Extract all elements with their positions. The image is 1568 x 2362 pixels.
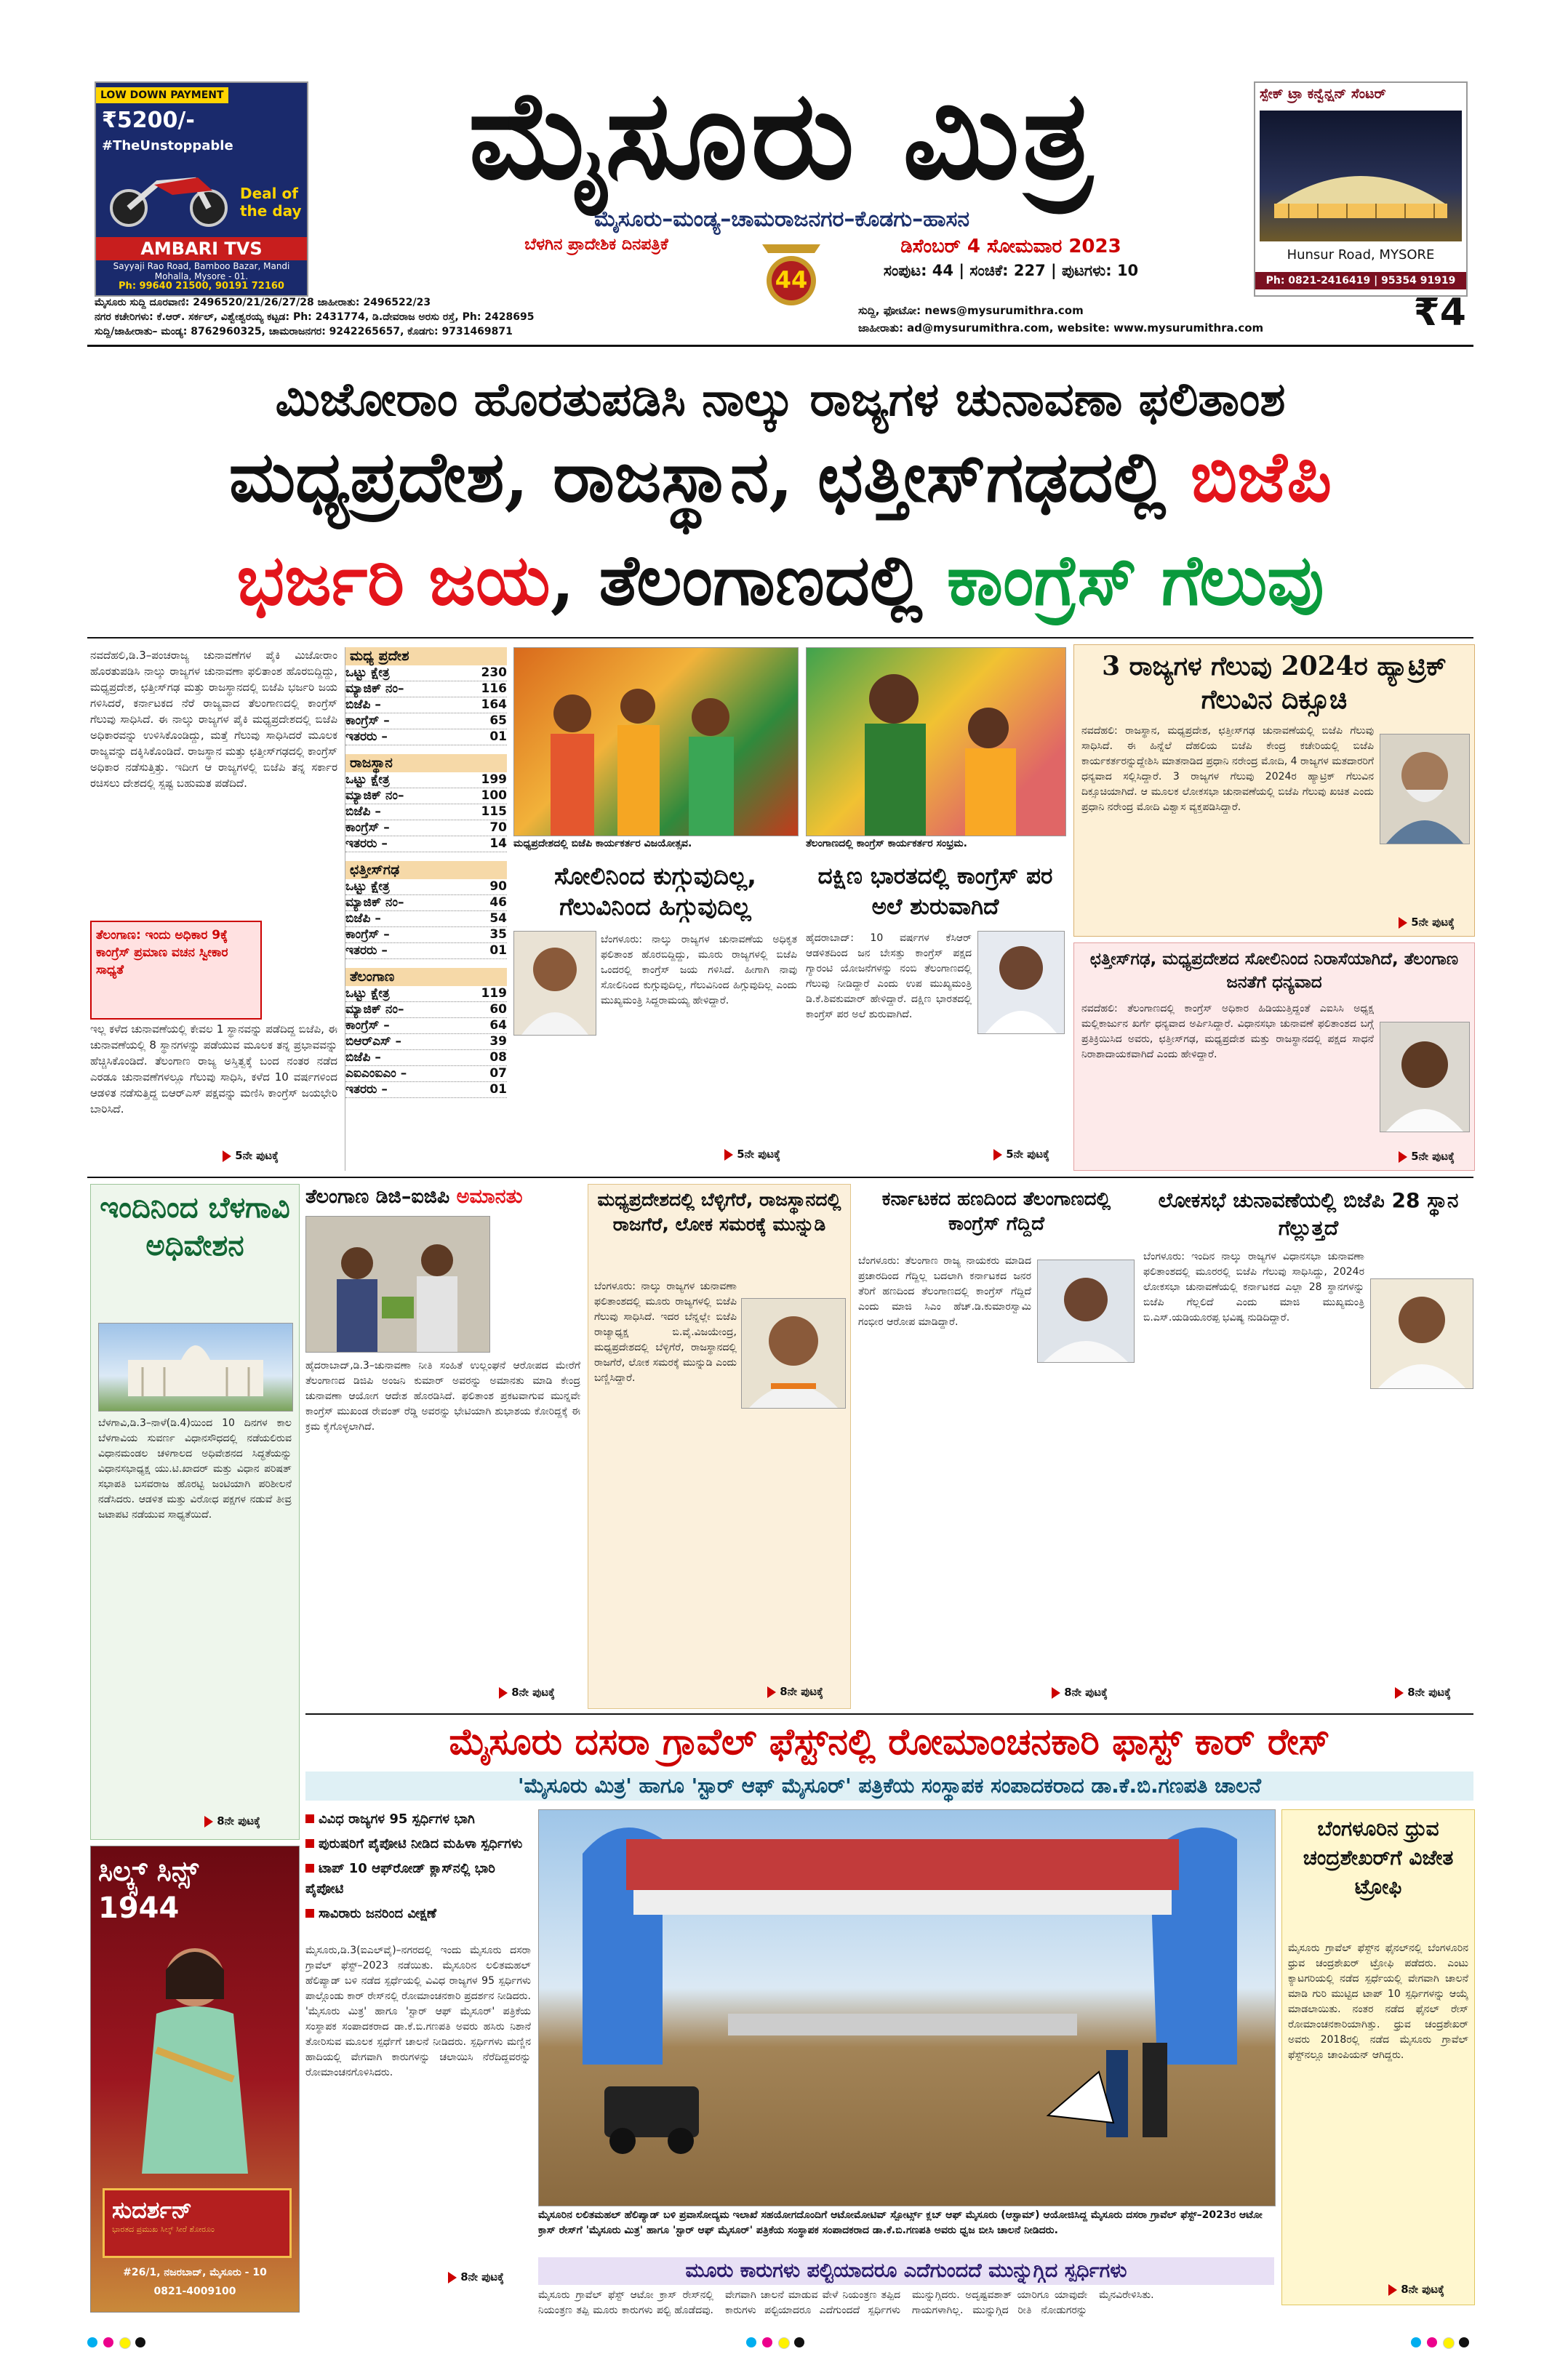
hdk-continued[interactable]	[1047, 1686, 1108, 1699]
kharge-body: ನವದೆಹಲಿ: ತೆಲಂಗಾಣದಲ್ಲಿ ಕಾಂಗ್ರೆಸ್ ಅಧಿಕಾರ ಹಿಡಿಯುತ್ತಿದ್ದಂತೆ ಎಐಸಿಸಿ ಅಧ್ಯಕ್ಷ ಮಲ್ಲಿಕಾರ್ಜುನ ಖರ್ಗೆ ಧನ್ಯವಾದ ಅರ್ಪಿಸಿದ್ದಾರೆ. ವಿಧಾನಸಭಾ ಚುನಾವಣೆ ಫಲಿತಾಂಶದ ಬಗ್ಗೆ ಪ್ರತಿಕ್ರಿಯಿಸಿದ ಅವರು, ಛತ್ತೀಸ್‌ಗಢ, ಮಧ್ಯಪ್ರದೇಶ ಮತ್ತು ರಾಜಸ್ಥಾನದಲ್ಲಿ ಪಕ್ಷದ ಸಾಧನೆ ನಿರಾಶಾದಾಯಕವಾಗಿದೆ ಎಂದು ಹೇಳಿದ್ದಾರೆ.	[1081, 1003, 1374, 1060]
results-label: ಇತರರು –	[345, 1082, 388, 1097]
trophy-headline[interactable]: ಬೆಂಗಳೂರಿನ ಧ್ರುವ ಚಂದ್ರಶೇಖರ್‌ಗೆ ವಿಜೇತ ಟ್ರೋಫಿ	[1303, 1817, 1454, 1899]
results-value: 116	[481, 681, 507, 696]
vijayendra-headline[interactable]: ಮಧ್ಯಪ್ರದೇಶದಲ್ಲಿ ಬೆಳ್ಳಿಗೆರೆ, ರಾಜಸ್ಥಾನದಲ್ಲಿ ರಾಜಗೆರೆ, ಲೋಕ ಸಮರಕ್ಕೆ ಮುನ್ನುಡಿ	[597, 1189, 841, 1235]
contact-left-2: ನಗರ ಕಚೇರಿಗಳು: ಕೆ.ಆರ್. ಸರ್ಕಲ್, ವಿಶ್ವೇಶ್ವರಯ್ಯ ಕಟ್ಟಡ: Ph: 2431774, ಡಿ.ದೇವರಾಜ ಅರಸು ರಸ್ತೆ, Ph: 2428695	[95, 311, 535, 323]
continue-arrow-icon	[448, 2272, 457, 2283]
masthead-tagline: ಬೆಳಗಿನ ಪ್ರಾದೇಶಿಕ ದಿನಪತ್ರಿಕೆ	[524, 236, 668, 254]
dasara-bullet-text: ಟಾಪ್ 10 ಆಫ್‌ರೋಡ್ ಕ್ಲಾಸ್‌ನಲ್ಲಿ ಭಾರಿ ಪೈಪೋಟಿ	[305, 1861, 495, 1897]
dasara-headline[interactable]: ಮೈಸೂರು ದಸರಾ ಗ್ರಾವೆಲ್ ಫೆಸ್ಟ್‌ನಲ್ಲಿ ರೋಮಾಂಚನಕಾರಿ ಫಾಸ್ಟ್ ಕಾರ್ ರೇಸ್	[449, 1720, 1330, 1763]
results-label: ಬಿಜೆಪಿ –	[345, 1050, 381, 1065]
dgp-headline-b: ಅಮಾನತು	[456, 1185, 523, 1208]
bullet-square-icon	[305, 1909, 314, 1918]
ad-sudarshan-silks[interactable]	[90, 1846, 300, 2313]
dgp-continued-label: 8ನೇ ಪುಟಕ್ಕೆ	[511, 1686, 555, 1699]
results-value: 115	[481, 804, 507, 819]
saree-model-image	[113, 1934, 277, 2174]
ad-price: ₹5200/-	[102, 108, 195, 133]
results-block	[345, 861, 507, 959]
dks-continued-label: 5ನೇ ಪುಟಕ್ಕೆ	[1006, 1148, 1049, 1161]
results-state-header: ಮಧ್ಯ ಪ್ರದೇಶ	[345, 647, 507, 665]
lead-story-body-2: ಇಲ್ಲ ಕಳೆದ ಚುನಾವಣೆಯಲ್ಲಿ ಕೇವಲ 1 ಸ್ಥಾನವನ್ನು ಪಡೆದಿದ್ದ ಬಿಜೆಪಿ, ಈ ಚುನಾವಣೆಯಲ್ಲಿ 8 ಸ್ಥಾನಗಳನ್ನು ಪಡೆಯುವ ಮೂಲಕ ತನ್ನ ಪ್ರಭಾವವನ್ನು ಹೆಚ್ಚಿಸಿಕೊಂಡಿದೆ. ತೆಲಂಗಾಣ ರಾಜ್ಯ ಅಸ್ತಿತ್ವಕ್ಕೆ ಬಂದ ನಂತರ ನಡೆದ ಎರಡೂ ಚುನಾವಣೆಗಳಲ್ಲೂ ಗೆಲುವು ಸಾಧಿಸಿ, ಕಳೆದ 10 ವರ್ಷಗಳಿಂದ ಆಡಳಿತ ನಡೆಸುತ್ತಿದ್ದ ಬಿಆರ್‌ಎಸ್ ಪಕ್ಷವನ್ನು ಮಣಿಸಿ ಕಾಂಗ್ರೆಸ್ ಜಯಭೇರಿ ಬಾರಿಸಿದೆ.	[90, 1022, 337, 1116]
results-label: ಒಟ್ಟು ಕ್ಷೇತ್ರ	[345, 772, 390, 787]
results-state-header: ಛತ್ತೀಸ್‌ಗಢ	[345, 861, 507, 879]
dasara-continued-label: 8ನೇ ಪುಟಕ್ಕೆ	[460, 2270, 504, 2283]
dgp-headline[interactable]	[305, 1184, 580, 1210]
results-row	[345, 1066, 507, 1082]
results-row	[345, 713, 507, 729]
results-row	[345, 986, 507, 1002]
results-state-header: ತೆಲಂಗಾಣ	[345, 968, 507, 986]
dasara-body: ಮೈಸೂರು,ಡಿ.3(ಐಎಲ್‌ವೈ)–ನಗರದಲ್ಲಿ ಇಂದು ಮೈಸೂರು ದಸರಾ ಗ್ರಾವೆಲ್ ಫೆಸ್ಟ್–2023 ನಡೆಯಿತು. ಮೈಸೂರಿನ ಲಲಿತಮಹಲ್ ಹೆಲಿಪ್ಯಾಡ್ ಬಳಿ ನಡೆದ ಸ್ಪರ್ಧೆಯಲ್ಲಿ ವಿವಿಧ ರಾಜ್ಯಗಳ 95 ಸ್ಪರ್ಧಿಗಳು ಪಾಲ್ಗೊಂಡು ಕಾರ್ ರೇಸ್‌ನಲ್ಲಿ ರೋಮಾಂಚನಕಾರಿ ಪ್ರದರ್ಶನ ನೀಡಿದರು. 'ಮೈಸೂರು ಮಿತ್ರ' ಹಾಗೂ 'ಸ್ಟಾರ್ ಆಫ್ ಮೈಸೂರ್' ಪತ್ರಿಕೆಯ ಸಂಸ್ಥಾಪಕ ಸಂಪಾದಕರಾದ ಡಾ.ಕೆ.ಬಿ.ಗಣಪತಿ ಅವರು ಹಸಿರು ನಿಶಾನೆ ತೋರಿಸುವ ಮೂಲಕ ಸ್ಪರ್ಧೆಗೆ ಚಾಲನೆ ನೀಡಿದರು. ಸ್ಪರ್ಧಿಗಳು ಮಣ್ಣಿನ ಹಾದಿಯಲ್ಲಿ ವೇಗವಾಗಿ ಕಾರುಗಳನ್ನು ಚಲಾಯಿಸಿ ನೆರೆದಿದ್ದವರನ್ನು ರೋಮಾಂಚನಗೊಳಿಸಿದರು.	[305, 1945, 531, 2078]
results-label: ಕಾಂಗ್ರೆಸ್ –	[345, 820, 390, 835]
continue-arrow-icon	[767, 1686, 776, 1698]
lead-continued[interactable]	[218, 1149, 279, 1162]
results-row	[345, 697, 507, 713]
siddu-headline[interactable]: ಸೋಲಿನಿಂದ ಕುಗ್ಗುವುದಿಲ್ಲ, ಗೆಲುವಿನಿಂದ ಹಿಗ್ಗುವುದಿಲ್ಲ	[554, 862, 756, 921]
results-label: ಒಟ್ಟು ಕ್ಷೇತ್ರ	[345, 986, 390, 1001]
masthead-title[interactable]: ಮೈಸೂರು ಮಿತ್ರ	[468, 63, 1095, 207]
dasara-bullet-text: ವಿವಿಧ ರಾಜ್ಯಗಳ 95 ಸ್ಪರ್ಧಿಗಳ ಭಾಗಿ	[319, 1811, 475, 1827]
results-label: ಒಟ್ಟು ಕ್ಷೇತ್ರ	[345, 665, 390, 680]
results-value: 01	[489, 1082, 507, 1097]
results-label: ಬಿಜೆಪಿ –	[345, 804, 381, 819]
results-root	[345, 647, 507, 1098]
anniversary-number: 44	[775, 266, 808, 294]
sudarshan-brand	[103, 2188, 292, 2258]
motorcycle-image	[103, 163, 234, 228]
dasara-bullets	[305, 1809, 531, 1937]
belagavi-body: ಬೆಳಗಾವಿ,ಡಿ.3–ನಾಳೆ(ಡಿ.4)ಯಿಂದ 10 ದಿನಗಳ ಕಾಲ ಬೆಳಗಾವಿಯ ಸುವರ್ಣ ವಿಧಾನಸೌಧದಲ್ಲಿ ನಡೆಯಲಿರುವ ವಿಧಾನಮಂಡಲ ಚಳಿಗಾಲದ ಅಧಿವೇಶನದ ಸಿದ್ಧತೆಯನ್ನು ವಿಧಾನಸಭಾಧ್ಯಕ್ಷ ಯು.ಟಿ.ಖಾದರ್ ಮತ್ತು ವಿಧಾನ ಪರಿಷತ್ ಸಭಾಪತಿ ಬಸವರಾಜ ಹೊರಟ್ಟಿ ಜಂಟಿಯಾಗಿ ಪರಿಶೀಲನೆ ನಡೆಸಿದರು. ಆಡಳಿತ ಮತ್ತು ವಿರೋಧ ಪಕ್ಷಗಳ ನಡುವೆ ತೀವ್ರ ಜಟಾಪಟಿ ನಡೆಯುವ ಸಾಧ್ಯತೆಯಿದೆ.	[98, 1417, 292, 1521]
telangana-subhead-text: ತೆಲಂಗಾಣ: ಇಂದು ಅಧಿಕಾರ 9ಕ್ಕೆ ಕಾಂಗ್ರೆಸ್ ಪ್ರಮಾಣ ವಚನ ಸ್ವೀಕಾರ ಸಾಧ್ಯತೆ	[96, 928, 228, 977]
dasara-rule-top	[305, 1713, 1473, 1715]
dks-continued[interactable]	[989, 1148, 1049, 1161]
ad-spectra-convention[interactable]	[1254, 81, 1468, 297]
dks-body: ಹೈದರಾಬಾದ್: 10 ವರ್ಷಗಳ ಕೆಸಿಆರ್ ಆಡಳಿತದಿಂದ ಜನ ಬೇಸತ್ತು ಕಾಂಗ್ರೆಸ್ ಪಕ್ಷದ ಗ್ಯಾರಂಟಿ ಯೋಜನೆಗಳನ್ನು ನಂಬಿ ತೆಲಂಗಾಣದಲ್ಲಿ ಗೆಲುವು ನೀಡಿದ್ದಾರೆ ಎಂದು ಉಪ ಮುಖ್ಯಮಂತ್ರಿ ಡಿ.ಕೆ.ಶಿವಕುಮಾರ್ ಹೇಳಿದ್ದಾರೆ. ದಕ್ಷಿಣ ಭಾರತದಲ್ಲಿ ಕಾಂಗ್ರೆಸ್ ಪರ ಅಲೆ ಶುರುವಾಗಿದೆ.	[806, 932, 972, 1020]
belagavi-story	[90, 1184, 300, 1840]
ad-spectra-place: Hunsur Road, MYSORE	[1287, 247, 1435, 263]
results-row	[345, 943, 507, 959]
vijayendra-photo	[741, 1298, 846, 1409]
siddu-body: ಬೆಂಗಳೂರು: ನಾಲ್ಕು ರಾಜ್ಯಗಳ ಚುನಾವಣೆಯ ಅಧಿಕೃತ ಫಲಿತಾಂಶ ಹೊರಬಿದ್ದಿದ್ದು, ಮೂರು ರಾಜ್ಯಗಳಲ್ಲಿ ಬಿಜೆಪಿ ಒಂದರಲ್ಲಿ ಕಾಂಗ್ರೆಸ್ ಜಯ ಗಳಿಸಿದೆ. ಹೀಗಾಗಿ ನಾವು ಸೋಲಿನಿಂದ ಕುಗ್ಗುವುದಿಲ್ಲ, ಗೆಲುವಿನಿಂದ ಹಿಗ್ಗುವುದಿಲ್ಲ ಎಂದು ಮುಖ್ಯಮಂತ್ರಿ ಸಿದ್ದರಾಮಯ್ಯ ಹೇಳಿದ್ದಾರೆ.	[601, 934, 797, 1006]
vijayendra-body: ಬೆಂಗಳೂರು: ನಾಲ್ಕು ರಾಜ್ಯಗಳ ಚುನಾವಣಾ ಫಲಿತಾಂಶದಲ್ಲಿ ಮೂರು ರಾಜ್ಯಗಳಲ್ಲಿ ಬಿಜೆಪಿ ಗೆಲುವು ಸಾಧಿಸಿದೆ. ಇದರ ಬೆನ್ನಲ್ಲೇ ಬಿಜೆಪಿ ರಾಜ್ಯಾಧ್ಯಕ್ಷ ಬಿ.ವೈ.ವಿಜಯೇಂದ್ರ, ಮಧ್ಯಪ್ರದೇಶದಲ್ಲಿ ಬೆಳ್ಳಿಗೆರೆ, ರಾಜಸ್ಥಾನದಲ್ಲಿ ರಾಜಗೆರೆ, ಲೋಕ ಸಮರಕ್ಕೆ ಮುನ್ನುಡಿ ಎಂದು ಬಣ್ಣಿಸಿದ್ದಾರೆ.	[594, 1281, 737, 1384]
vijayendra-continued[interactable]	[763, 1685, 823, 1698]
ad-deal: Deal of the day	[240, 185, 302, 220]
results-label: ಕಾಂಗ್ರೆಸ್ –	[345, 1018, 390, 1033]
yediyurappa-photo	[1370, 1278, 1473, 1389]
telangana-subhead	[90, 921, 262, 1020]
registration-dot-magenta-2	[762, 2337, 772, 2347]
lead-line1-bjp: ಬಿಜೆಪಿ	[1190, 436, 1332, 518]
bullet-square-icon	[305, 1864, 314, 1873]
registration-dot-yellow	[119, 2337, 131, 2349]
silks-title: ಸಿಲ್ಕ್ಸ್ ಸಿನ್ಸ್	[98, 1855, 199, 1887]
dasara-bullet	[305, 1904, 531, 1924]
results-row	[345, 911, 507, 927]
suvarna-soudha-photo	[98, 1323, 293, 1412]
results-row	[345, 820, 507, 836]
results-value: 230	[481, 665, 507, 680]
results-value: 14	[489, 836, 507, 851]
hdk-body: ಬೆಂಗಳೂರು: ತೆಲಂಗಾಣ ರಾಜ್ಯ ನಾಯಕರು ಮಾಡಿದ ಪ್ರಚಾರದಿಂದ ಗೆದ್ದಿಲ್ಲ ಬದಲಾಗಿ ಕರ್ನಾಟಕದ ಜನರ ತೆರಿಗೆ ಹಣದಿಂದ ತೆಲಂಗಾಣದಲ್ಲಿ ಕಾಂಗ್ರೆಸ್ ಗೆದ್ದಿದೆ ಎಂದು ಮಾಜಿ ಸಿಎಂ ಹೆಚ್.ಡಿ.ಕುಮಾರಸ್ವಾಮಿ ಗಂಭೀರ ಆರೋಪ ಮಾಡಿದ್ದಾರೆ.	[858, 1255, 1031, 1328]
results-row	[345, 681, 507, 697]
ad-hashtag: #TheUnstoppable	[102, 138, 233, 153]
results-row	[345, 836, 507, 852]
hdk-story	[858, 1184, 1135, 1708]
lead-story-body: ನವದೆಹಲಿ,ಡಿ.3–ಪಂಚರಾಜ್ಯ ಚುನಾವಣೆಗಳ ಪೈಕಿ ಮಿಜೋರಾಂ ಹೊರತುಪಡಿಸಿ ನಾಲ್ಕು ರಾಜ್ಯಗಳ ಚುನಾವಣಾ ಫಲಿತಾಂಶ ಹೊರಬಿದ್ದಿದ್ದು, ಮಧ್ಯಪ್ರದೇಶ, ಛತ್ತೀಸ್‌ಗಢ ಮತ್ತು ರಾಜಸ್ಥಾನದಲ್ಲಿ ಬಿಜೆಪಿ ಭರ್ಜರಿ ಜಯ ಗಳಿಸಿದರೆ, ಕರ್ನಾಟಕದ ನೆರೆ ರಾಜ್ಯವಾದ ತೆಲಂಗಾಣದಲ್ಲಿ ಕಾಂಗ್ರೆಸ್ ಗೆಲುವು ಸಾಧಿಸಿದೆ. ಈ ನಾಲ್ಕು ರಾಜ್ಯಗಳ ಪೈಕಿ ಮಧ್ಯಪ್ರದೇಶದಲ್ಲಿ ಬಿಜೆಪಿ ಅಧಿಕಾರವನ್ನು ಉಳಿಸಿಕೊಂಡಿದ್ದು, ಮತ್ತೆ ಗೆಲುವು ಸಾಧಿಸಿದರೆ ಮೂಲಕ ರಾಜ್ಯವನ್ನು ದಕ್ಕಿಸಿಕೊಂಡಿದೆ. ರಾಜಸ್ಥಾನ ಮತ್ತು ಛತ್ತೀಸ್‌ಗಢದಲ್ಲಿ ಕಾಂಗ್ರೆಸ್ ಅಧಿಕಾರ ನಡೆಸುತ್ತಿತ್ತು. ಇದೀಗ ಆ ರಾಜ್ಯಗಳಲ್ಲಿ ಬಿಜೆಪಿ ತನ್ನ ಸರ್ಕಾರ ರಚಿಸಲು ದೇಶದಲ್ಲಿ ಸ್ಪಷ್ಟ ಬಹುಮತ ಪಡೆದಿದೆ.	[90, 649, 337, 790]
belagavi-headline[interactable]: ಇಂದಿನಿಂದ ಬೆಳಗಾವಿ ಅಧಿವೇಶನ	[100, 1190, 290, 1262]
sudarshan-brand-name: ಸುದರ್ಶನ್	[112, 2196, 193, 2224]
results-label: ಒಟ್ಟು ಕ್ಷೇತ್ರ	[345, 879, 390, 894]
dks-headline[interactable]: ದಕ್ಷಿಣ ಭಾರತದಲ್ಲಿ ಕಾಂಗ್ರೆಸ್ ಪರ ಅಲೆ ಶುರುವಾಗಿದೆ	[817, 863, 1053, 920]
results-value: 164	[481, 697, 507, 712]
silks-address: #26/1, ನಜರಬಾದ್, ಮೈಸೂರು - 10	[123, 2267, 267, 2278]
results-value: 08	[489, 1050, 507, 1065]
kharge-continued-label: 5ನೇ ಪುಟಕ್ಕೆ	[1411, 1150, 1455, 1163]
ad-spectra-phone: Ph: 0821-2416419 | 95354 91919	[1255, 272, 1466, 289]
bullet-square-icon	[305, 1814, 314, 1823]
results-row	[345, 927, 507, 943]
dasara-subhead: 'ಮೈಸೂರು ಮಿತ್ರ' ಹಾಗೂ 'ಸ್ಟಾರ್ ಆಫ್ ಮೈಸೂರ್' ಪತ್ರಿಕೆಯ ಸಂಸ್ಥಾಪಕ ಸಂಪಾದಕರಾದ ಡಾ.ಕೆ.ಬಿ.ಗಣಪತಿ ಚಾಲನೆ	[305, 1772, 1473, 1801]
results-row	[345, 729, 507, 745]
telangana-celebration-photo	[806, 647, 1066, 836]
kumaraswamy-photo	[1037, 1260, 1135, 1363]
results-value: 64	[489, 1018, 507, 1033]
bsy-continued[interactable]	[1391, 1686, 1451, 1699]
results-row	[345, 879, 507, 895]
telangana-celebration-caption: ತೆಲಂಗಾಣದಲ್ಲಿ ಕಾಂಗ್ರೆಸ್ ಕಾರ್ಯಕರ್ತರ ಸಂಭ್ರಮ.	[806, 838, 967, 849]
results-table	[345, 647, 507, 1171]
registration-dot-yellow-3	[1443, 2337, 1455, 2349]
trophy-story	[1281, 1809, 1475, 2305]
results-label: ಬಿಜೆಪಿ –	[345, 911, 381, 926]
results-row	[345, 1050, 507, 1066]
results-label: ಬಿಜೆಪಿ –	[345, 697, 381, 712]
kharge-photo	[1380, 1022, 1470, 1132]
vijayendra-story	[588, 1184, 851, 1709]
continue-arrow-icon	[223, 1150, 231, 1162]
results-block	[345, 647, 507, 745]
masthead-date: ಡಿಸೆಂಬರ್ 4 ಸೋಮವಾರ 2023	[900, 236, 1121, 257]
contact-right-2: ಜಾಹೀರಾತು: ad@mysurumithra.com, website: www.mysurumithra.com	[858, 321, 1264, 335]
mp-celebration-photo	[513, 647, 799, 836]
modi-story	[1073, 644, 1475, 937]
modi-headline[interactable]: 3 ರಾಜ್ಯಗಳ ಗೆಲುವು 2024ರ ಹ್ಯಾಟ್ರಿಕ್ ಗೆಲುವಿನ ದಿಕ್ಸೂಚಿ	[1102, 651, 1447, 715]
contact-right-1: ಸುದ್ದಿ, ಫೋಟೋ: news@mysurumithra.com	[858, 304, 1084, 317]
results-label: ಬಿಆರ್‌ಎಸ್ –	[345, 1034, 402, 1049]
silks-year: 1944	[98, 1891, 180, 1925]
results-row	[345, 772, 507, 788]
kharge-story	[1073, 942, 1475, 1171]
lead-line2-telangana: , ತೆಲಂಗಾಣದಲ್ಲಿ	[550, 539, 923, 621]
dasara-bullet-text: ಪುರುಷರಿಗೆ ಪೈಪೋಟಿ ನೀಡಿದ ಮಹಿಳಾ ಸ್ಪರ್ಧಿಗಳು	[319, 1836, 523, 1851]
price-tag: ₹4	[1413, 291, 1466, 335]
dasara-bullet	[305, 1859, 531, 1899]
lead-line2-jaya: ಭರ್ಜರಿ ಜಯ	[236, 539, 551, 621]
results-value: 119	[481, 986, 507, 1001]
convention-hall-image	[1260, 111, 1462, 241]
registration-dot-black-2	[794, 2337, 804, 2347]
ad-spectra-title: ಸ್ಪೇಕ್ ಟ್ರಾ ಕನ್ವೆನ್ಷನ್ ಸೆಂಟರ್	[1260, 86, 1386, 102]
results-row	[345, 1082, 507, 1098]
results-row	[345, 788, 507, 804]
continue-arrow-icon	[204, 1816, 213, 1827]
ad-phone: Ph: 99640 21500, 90191 72160	[119, 281, 284, 292]
results-label: ಇತರರು –	[345, 943, 388, 958]
registration-dot-black-3	[1459, 2337, 1469, 2347]
results-row	[345, 665, 507, 681]
results-value: 65	[489, 713, 507, 728]
belagavi-continued-label: 8ನೇ ಪುಟಕ್ಕೆ	[217, 1814, 260, 1827]
registration-dot-magenta	[103, 2337, 113, 2347]
lead-headline-line2	[87, 535, 1473, 625]
car-flip-headline[interactable]: ಮೂರು ಕಾರುಗಳು ಪಲ್ಟಿಯಾದರೂ ಎದೆಗುಂದದೆ ಮುನ್ನುಗ್ಗಿದ ಸ್ಪರ್ಧಿಗಳು	[538, 2257, 1274, 2285]
results-row	[345, 1002, 507, 1018]
bullet-square-icon	[305, 1839, 314, 1848]
masthead-issue: ಸಂಪುಟ: 44 | ಸಂಚಿಕೆ: 227 | ಪುಟಗಳು: 10	[883, 262, 1139, 279]
siddu-continued[interactable]	[720, 1148, 780, 1161]
continue-arrow-icon	[1388, 2284, 1397, 2296]
dk-shivakumar-photo	[977, 931, 1065, 1034]
dasara-bullets-root	[305, 1809, 531, 1924]
dasara-bullet	[305, 1809, 531, 1830]
mid-rule	[87, 1177, 1473, 1178]
results-row	[345, 895, 507, 911]
results-value: 100	[481, 788, 507, 803]
continue-arrow-icon	[499, 1687, 508, 1699]
siddaramaiah-photo	[513, 931, 596, 1036]
continue-arrow-icon	[1395, 1687, 1404, 1699]
continue-arrow-icon	[1399, 917, 1407, 929]
kharge-continued[interactable]	[1394, 1150, 1455, 1163]
bsy-headline[interactable]: ಲೋಕಸಭೆ ಚುನಾವಣೆಯಲ್ಲಿ ಬಿಜೆಪಿ 28 ಸ್ಥಾನ ಗೆಲ್ಲುತ್ತದೆ	[1158, 1188, 1459, 1240]
dasara-continued[interactable]	[444, 2270, 504, 2283]
results-label: ಮ್ಯಾಜಿಕ್ ನಂ–	[345, 681, 404, 696]
kharge-headline[interactable]: ಛತ್ತೀಸ್‌ಗಢ, ಮಧ್ಯಪ್ರದೇಶದ ಸೋಲಿನಿಂದ ನಿರಾಸೆಯಾಗಿದೆ, ತೆಲಂಗಾಣ ಜನತೆಗೆ ಧನ್ಯವಾದ	[1089, 950, 1459, 992]
dgp-continued[interactable]	[495, 1686, 555, 1699]
silks-phone: 0821-4009100	[153, 2286, 236, 2297]
results-value: 01	[489, 943, 507, 958]
bsy-story	[1143, 1184, 1473, 1708]
lead-kicker: ಮಿಜೋರಾಂ ಹೊರತುಪಡಿಸಿ ನಾಲ್ಕು ರಾಜ್ಯಗಳ ಚುನಾವಣಾ ಫಲಿತಾಂಶ	[275, 372, 1286, 427]
masthead-regions: ಮೈಸೂರು–ಮಂಡ್ಯ–ಚಾಮರಾಜನಗರ–ಕೊಡಗು–ಹಾಸನ	[593, 207, 970, 232]
contact-left-3: ಸುದ್ದಿ/ಜಾಹೀರಾತು– ಮಂಡ್ಯ: 8762960325, ಚಾಮರಾಜನಗರ: 9242265657, ಕೊಡಗು: 9731469871	[95, 326, 513, 337]
registration-dot-black	[135, 2337, 145, 2347]
results-block	[345, 968, 507, 1098]
bsy-continued-label: 8ನೇ ಪುಟಕ್ಕೆ	[1407, 1686, 1451, 1699]
lead-line1-text: ಮಧ್ಯಪ್ರದೇಶ, ರಾಜಸ್ಥಾನ, ಛತ್ತೀಸ್‌ಗಢದಲ್ಲಿ	[228, 436, 1167, 518]
registration-dot-magenta-3	[1427, 2337, 1437, 2347]
results-value: 60	[489, 1002, 507, 1017]
results-value: 39	[489, 1034, 507, 1049]
results-label: ಕಾಂಗ್ರೆಸ್ –	[345, 927, 390, 942]
bsy-body: ಬೆಂಗಳೂರು: ಇಂದಿನ ನಾಲ್ಕು ರಾಜ್ಯಗಳ ವಿಧಾನಸಭಾ ಚುನಾವಣಾ ಫಲಿತಾಂಶದಲ್ಲಿ ಮೂರರಲ್ಲಿ ಬಿಜೆಪಿ ಗೆಲುವು ಸಾಧಿಸಿದ್ದು, 2024ರ ಲೋಕಸಭಾ ಚುನಾವಣೆಯಲ್ಲಿ ಕರ್ನಾಟಕದ ಎಲ್ಲಾ 28 ಸ್ಥಾನಗಳನ್ನು ಬಿಜೆಪಿ ಗೆಲ್ಲಲಿದೆ ಎಂದು ಮಾಜಿ ಮುಖ್ಯಮಂತ್ರಿ ಬಿ.ಎಸ್.ಯಡಿಯೂರಪ್ಪ ಭವಿಷ್ಯ ನುಡಿದಿದ್ದಾರೆ.	[1143, 1251, 1364, 1324]
hdk-continued-label: 8ನೇ ಪುಟಕ್ಕೆ	[1064, 1686, 1108, 1699]
results-label: ಮ್ಯಾಜಿಕ್ ನಂ–	[345, 788, 404, 803]
results-value: 90	[489, 879, 507, 894]
ad-low-down-label: LOW DOWN PAYMENT	[96, 87, 228, 103]
modi-continued[interactable]	[1394, 916, 1455, 929]
results-row	[345, 1034, 507, 1050]
registration-dot-cyan-3	[1411, 2337, 1421, 2347]
ad-dealer-name: AMBARI TVS	[96, 237, 307, 260]
telangana-dgp-story	[305, 1184, 580, 1708]
hdk-headline[interactable]: ಕರ್ನಾಟಕದ ಹಣದಿಂದ ತೆಲಂಗಾಣದಲ್ಲಿ ಕಾಂಗ್ರೆಸ್ ಗೆದ್ದಿದೆ	[881, 1188, 1111, 1235]
siddu-continued-label: 5ನೇ ಪುಟಕ್ಕೆ	[737, 1148, 780, 1161]
sudarshan-brand-sub: ಭಾರತದ ಪ್ರಮುಖ ಸಿಲ್ಕ್ ಸೀರೆ ಶೋರೂಂ	[112, 2225, 215, 2234]
belagavi-continued[interactable]	[200, 1814, 260, 1827]
lead-continued-label: 5ನೇ ಪುಟಕ್ಕೆ	[235, 1149, 279, 1162]
results-value: 199	[481, 772, 507, 787]
gravel-fest-caption: ಮೈಸೂರಿನ ಲಲಿತಮಹಲ್ ಹೆಲಿಪ್ಯಾಡ್ ಬಳಿ ಪ್ರವಾಸೋದ್ಯಮ ಇಲಾಖೆ ಸಹಯೋಗದೊಂದಿಗೆ ಆಟೋಮೋಟಿವ್ ಸ್ಪೋರ್ಟ್ಸ್ ಕ್ಲಬ್ ಆಫ್ ಮೈಸೂರು (ಆಸ್ಟಾಮ್) ಆಯೋಜಿಸಿದ್ದ ಮೈಸೂರು ದಸರಾ ಗ್ರಾವೆಲ್ ಫೆಸ್ಟ್–2023ರ ಆಟೋ ಕ್ರಾಸ್ ರೇಸ್‌ಗೆ 'ಮೈಸೂರು ಮಿತ್ರ' ಹಾಗೂ 'ಸ್ಟಾರ್ ಆಫ್ ಮೈಸೂರ್' ಪತ್ರಿಕೆಯ ಸಂಸ್ಥಾಪಕ ಸಂಪಾದಕರಾದ ಡಾ.ಕೆ.ಬಿ.ಗಣಪತಿ ಅವರು ಧ್ವಜ ಬೀಸಿ ಚಾಲನೆ ನೀಡಿದರು.	[538, 2209, 1263, 2236]
continue-arrow-icon	[1052, 1687, 1060, 1699]
results-label: ಇತರರು –	[345, 729, 388, 744]
results-label: ಇತರರು –	[345, 836, 388, 851]
continue-arrow-icon	[1399, 1151, 1407, 1163]
results-value: 01	[489, 729, 507, 744]
lead-line2-congress: ಕಾಂಗ್ರೆಸ್ ಗೆಲುವು	[946, 539, 1324, 621]
continue-arrow-icon	[993, 1149, 1002, 1161]
results-value: 46	[489, 895, 507, 910]
masthead-rule	[87, 345, 1473, 347]
results-row	[345, 804, 507, 820]
results-value: 07	[489, 1066, 507, 1081]
dgp-meeting-photo	[305, 1216, 490, 1353]
modi-body: ನವದೆಹಲಿ: ರಾಜಸ್ಥಾನ, ಮಧ್ಯಪ್ರದೇಶ, ಛತ್ತೀಸ್‌ಗಢ ಚುನಾವಣೆಯಲ್ಲಿ ಬಿಜೆಪಿ ಗೆಲುವು ಸಾಧಿಸಿದೆ. ಈ ಹಿನ್ನೆಲೆ ದೆಹಲಿಯ ಬಿಜೆಪಿ ಕೇಂದ್ರ ಕಚೇರಿಯಲ್ಲಿ ಬಿಜೆಪಿ ಕಾರ್ಯಕರ್ತರನ್ನುದ್ದೇಶಿಸಿ ಮಾತನಾಡಿದ ಪ್ರಧಾನಿ ನರೇಂದ್ರ ಮೋದಿ, 4 ರಾಜ್ಯಗಳ ಮತದಾರರಿಗೆ ಧನ್ಯವಾದ ಸಲ್ಲಿಸಿದ್ದಾರೆ. 3 ರಾಜ್ಯಗಳ ಗೆಲುವು 2024ರ ಹ್ಯಾಟ್ರಿಕ್ ಗೆಲುವಿನ ದಿಕ್ಸೂಚಿಯಾಗಿದೆ. ಆ ಮೂಲಕ ಲೋಕಸಭಾ ಚುನಾವಣೆಯಲ್ಲಿ ಬಿಜೆಪಿ ಗೆಲುವು ಖಚಿತ ಎಂದು ಪ್ರಧಾನಿ ನರೇಂದ್ರ ಮೋದಿ ವಿಶ್ವಾಸ ವ್ಯಕ್ತಪಡಿಸಿದ್ದಾರೆ.	[1081, 725, 1374, 813]
dgp-body: ಹೈದರಾಬಾದ್,ಡಿ.3–ಚುನಾವಣಾ ನೀತಿ ಸಂಹಿತೆ ಉಲ್ಲಂಘನೆ ಆರೋಪದ ಮೇರೆಗೆ ತೆಲಂಗಾಣದ ಡಿಜಿಪಿ ಅಂಜನಿ ಕುಮಾರ್ ಅವರನ್ನು ಅಮಾನತು ಮಾಡಿ ಕೇಂದ್ರ ಚುನಾವಣಾ ಆಯೋಗ ಆದೇಶ ಹೊರಡಿಸಿದೆ. ಫಲಿತಾಂಶ ಪ್ರಕಟವಾಗುವ ಮುನ್ನವೇ ಕಾಂಗ್ರೆಸ್ ಮುಖಂಡ ರೇವಂತ್ ರೆಡ್ಡಿ ಅವರನ್ನು ಭೇಟಿಯಾಗಿ ಶುಭಾಶಯ ಕೋರಿದ್ದಕ್ಕೆ ಈ ಕ್ರಮ ಕೈಗೊಳ್ಳಲಾಗಿದೆ.	[305, 1360, 580, 1433]
registration-dot-cyan	[87, 2337, 97, 2347]
car-flip-body: ಮೈಸೂರು ಗ್ರಾವೆಲ್ ಫೆಸ್ಟ್ ಆಟೋ ಕ್ರಾಸ್ ರೇಸ್‌ನಲ್ಲಿ ನಿಯಂತ್ರಣ ತಪ್ಪಿ ಮೂರು ಕಾರುಗಳು ಪಲ್ಟಿ ಹೊಡೆದವು. ವೇಗವಾಗಿ ಚಾಲನೆ ಮಾಡುವ ವೇಳೆ ನಿಯಂತ್ರಣ ತಪ್ಪಿದ ಕಾರುಗಳು ಪಲ್ಟಿಯಾದರೂ ಎದೆಗುಂದದೆ ಸ್ಪರ್ಧಿಗಳು ಮುನ್ನುಗ್ಗಿದರು. ಅದೃಷ್ಟವಶಾತ್ ಯಾರಿಗೂ ಯಾವುದೇ ಗಾಯಗಳಾಗಿಲ್ಲ. ಮುನ್ನುಗ್ಗಿದ ರೀತಿ ನೋಡುಗರನ್ನು ಮೈನವಿರೇಳಿಸಿತು.	[538, 2289, 1154, 2316]
dasara-bullet-text: ಸಾವಿರಾರು ಜನರಿಂದ ವೀಕ್ಷಣೆ	[319, 1906, 437, 1921]
trophy-body: ಮೈಸೂರು ಗ್ರಾವೆಲ್ ಫೆಸ್ಟ್‌ನ ಫೈನಲ್‌ನಲ್ಲಿ ಬೆಂಗಳೂರಿನ ಧ್ರುವ ಚಂದ್ರಶೇಖರ್ ಟ್ರೋಫಿ ಪಡೆದರು. ಎಂಟು ಕ್ಯಾಟಗರಿಯಲ್ಲಿ ನಡೆದ ಸ್ಪರ್ಧೆಯಲ್ಲಿ ವೇಗವಾಗಿ ಚಾಲನೆ ಮಾಡಿ ಗುರಿ ಮುಟ್ಟಿದ ಟಾಪ್ 10 ಸ್ಪರ್ಧಿಗಳನ್ನು ಆಯ್ಕೆ ಮಾಡಲಾಯಿತು. ನಂತರ ನಡೆದ ಫೈನಲ್ ರೇಸ್ ರೋಮಾಂಚನಕಾರಿಯಾಗಿತ್ತು. ಧ್ರುವ ಚಂದ್ರಶೇಖರ್ ಅವರು 2018ರಲ್ಲಿ ನಡೆದ ಮೈಸೂರು ಗ್ರಾವೆಲ್ ಫೆಸ್ಟ್‌ನಲ್ಲೂ ಚಾಂಪಿಯನ್ ಆಗಿದ್ದರು.	[1288, 1942, 1468, 2061]
results-label: ಕಾಂಗ್ರೆಸ್ –	[345, 713, 390, 728]
continue-arrow-icon	[724, 1149, 733, 1161]
results-label: ಎಐಎಂಐಎಂ –	[345, 1066, 407, 1081]
results-row	[345, 1018, 507, 1034]
modi-photo	[1380, 734, 1470, 844]
contact-left-1: ಮೈಸೂರು ಸುದ್ದಿ ದೂರವಾಣಿ: 2496520/21/26/27/28 ಜಾಹೀರಾತು: 2496522/23	[95, 297, 431, 308]
results-label: ಮ್ಯಾಜಿಕ್ ನಂ–	[345, 1002, 404, 1017]
results-label: ಮ್ಯಾಜಿಕ್ ನಂ–	[345, 895, 404, 910]
lead-headline-line1	[87, 432, 1473, 522]
ad-address: Sayyaji Rao Road, Bamboo Bazar, Mandi Mohalla, Mysore - 01.	[113, 261, 290, 281]
results-value: 54	[489, 911, 507, 926]
registration-dot-cyan-2	[746, 2337, 756, 2347]
results-block	[345, 754, 507, 852]
results-state-header: ರಾಜಸ್ಥಾನ	[345, 754, 507, 772]
mp-celebration-caption: ಮಧ್ಯಪ್ರದೇಶದಲ್ಲಿ ಬಿಜೆಪಿ ಕಾರ್ಯಕರ್ತರ ವಿಜಯೋತ್ಸವ.	[513, 838, 692, 849]
gravel-fest-photo	[538, 1809, 1276, 2206]
results-value: 70	[489, 820, 507, 835]
dgp-headline-a: ತೆಲಂಗಾಣ ಡಿಜಿ–ಐಜಿಪಿ	[305, 1185, 450, 1208]
ad-ambari-tvs[interactable]	[95, 81, 308, 297]
lead-rule	[87, 637, 1473, 638]
vijayendra-continued-label: 8ನೇ ಪುಟಕ್ಕೆ	[780, 1685, 823, 1698]
dasara-bullet	[305, 1834, 531, 1854]
trophy-continued[interactable]	[1384, 2283, 1444, 2296]
modi-continued-label: 5ನೇ ಪುಟಕ್ಕೆ	[1411, 916, 1455, 929]
registration-dot-yellow-2	[778, 2337, 790, 2349]
results-value: 35	[489, 927, 507, 942]
trophy-continued-label: 8ನೇ ಪುಟಕ್ಕೆ	[1401, 2283, 1444, 2296]
